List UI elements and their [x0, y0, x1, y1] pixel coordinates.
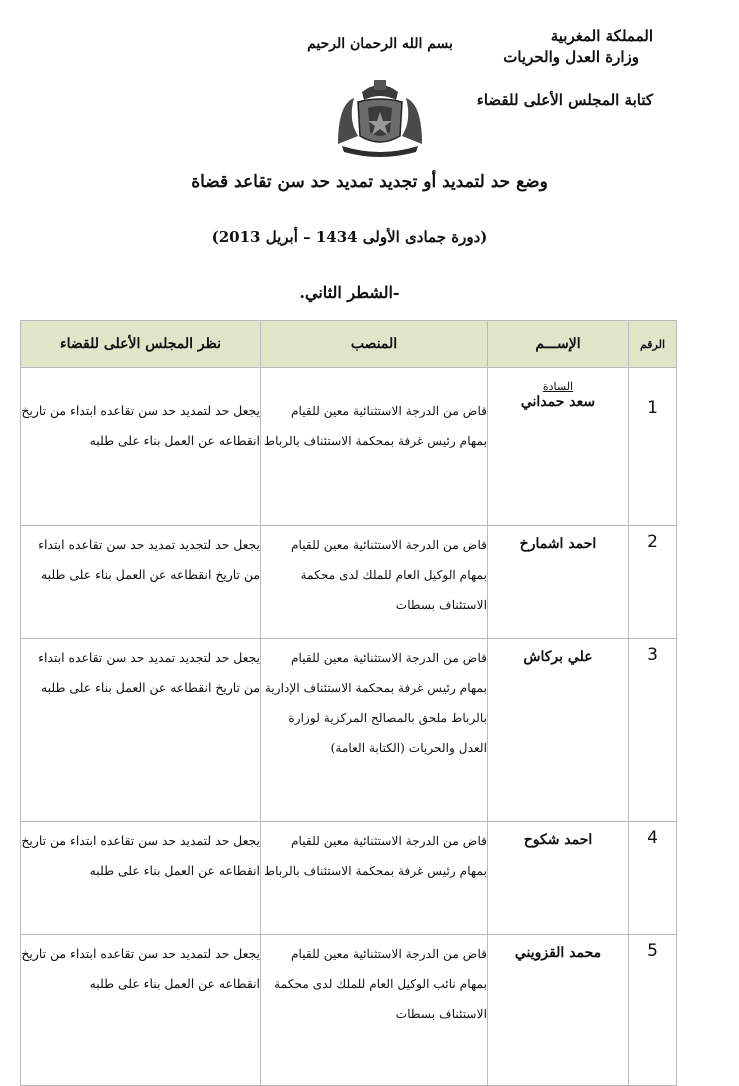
table-row	[21, 822, 677, 935]
position-cell: قاض من الدرجة الاستثنائية معين للقيام بمهام الوكيل العام للملك لدى محكمة الاستئناف بسطات	[261, 526, 488, 639]
decision-cell: يجعل حد لتجديد تمديد حد سن تقاعده ابتداء من تاريخ انقطاعه عن العمل بناء على طلبه	[21, 526, 261, 639]
judge-name: محمد القزويني	[488, 935, 629, 1086]
kingdom-name: المملكة المغربية	[550, 27, 653, 45]
decision-cell: يجعل حد لتمديد حد سن تقاعده ابتداء من تاريخ انقطاعه عن العمل بناء على طلبه	[21, 935, 261, 1086]
judge-name-cell	[488, 368, 629, 526]
judge-name: احمد شكوح	[488, 822, 629, 935]
header-decision: نظر المجلس الأعلى للقضاء	[21, 321, 261, 368]
row-number: 1	[629, 368, 677, 526]
row-number: 4	[629, 822, 677, 935]
row-number: 5	[629, 935, 677, 1086]
document-title: وضع حد لتمديد أو تجديد تمديد حد سن تقاعد قضاة	[191, 172, 548, 192]
honorific: السادة	[542, 380, 574, 393]
table-row	[21, 526, 677, 639]
letterhead	[473, 26, 653, 111]
decision-cell: يجعل حد لتمديد حد سن تقاعده ابتداء من تاريخ انقطاعه عن العمل بناء على طلبه	[21, 822, 261, 935]
basmala: بسم الله الرحمان الرحيم	[307, 36, 453, 52]
session-subtitle: (دورة جمادى الأولى 1434 – أبريل 2013)	[211, 228, 488, 246]
position-cell: قاض من الدرجة الاستثنائية معين للقيام بمهام رئيس غرفة بمحكمة الاستئناف الإدارية بالرباط ملحق بالمصالح المركزية لوزارة العدل والحريات (الكتابة العامة)	[261, 639, 488, 822]
decision-cell: يجعل حد لتمديد حد سن تقاعده ابتداء من تاريخ انقطاعه عن العمل بناء على طلبه	[21, 368, 261, 526]
position-cell: قاض من الدرجة الاستثنائية معين للقيام بمهام رئيس غرفة بمحكمة الاستئناف بالرباط	[261, 368, 488, 526]
row-number: 3	[629, 639, 677, 822]
part-heading: -الشطر الثاني.	[299, 283, 400, 302]
secretariat-name: كتابة المجلس الأعلى للقضاء	[476, 91, 653, 109]
table-row	[21, 935, 677, 1086]
row-number: 2	[629, 526, 677, 639]
judge-name: احمد اشمارخ	[488, 526, 629, 639]
judge-name: سعد حمداني	[520, 394, 596, 410]
decision-cell: يجعل حد لتجديد تمديد حد سن تقاعده ابتداء من تاريخ انقطاعه عن العمل بناء على طلبه	[21, 639, 261, 822]
position-cell: قاض من الدرجة الاستثنائية معين للقيام بمهام رئيس غرفة بمحكمة الاستئناف بالرباط	[261, 822, 488, 935]
position-cell: قاض من الدرجة الاستثنائية معين للقيام بمهام نائب الوكيل العام للملك لدى محكمة الاستئناف بسطات	[261, 935, 488, 1086]
royal-emblem-icon	[328, 74, 432, 158]
header-name: الإســـم	[488, 321, 629, 368]
header-position: المنصب	[261, 321, 488, 368]
table-row	[21, 639, 677, 822]
judges-table	[20, 320, 677, 1086]
judge-name: علي بركاش	[488, 639, 629, 822]
table-row	[21, 368, 677, 526]
header-number: الرقم	[629, 321, 677, 368]
ministry-name: وزارة العدل والحريات	[503, 48, 639, 66]
table-header-row	[21, 321, 677, 368]
